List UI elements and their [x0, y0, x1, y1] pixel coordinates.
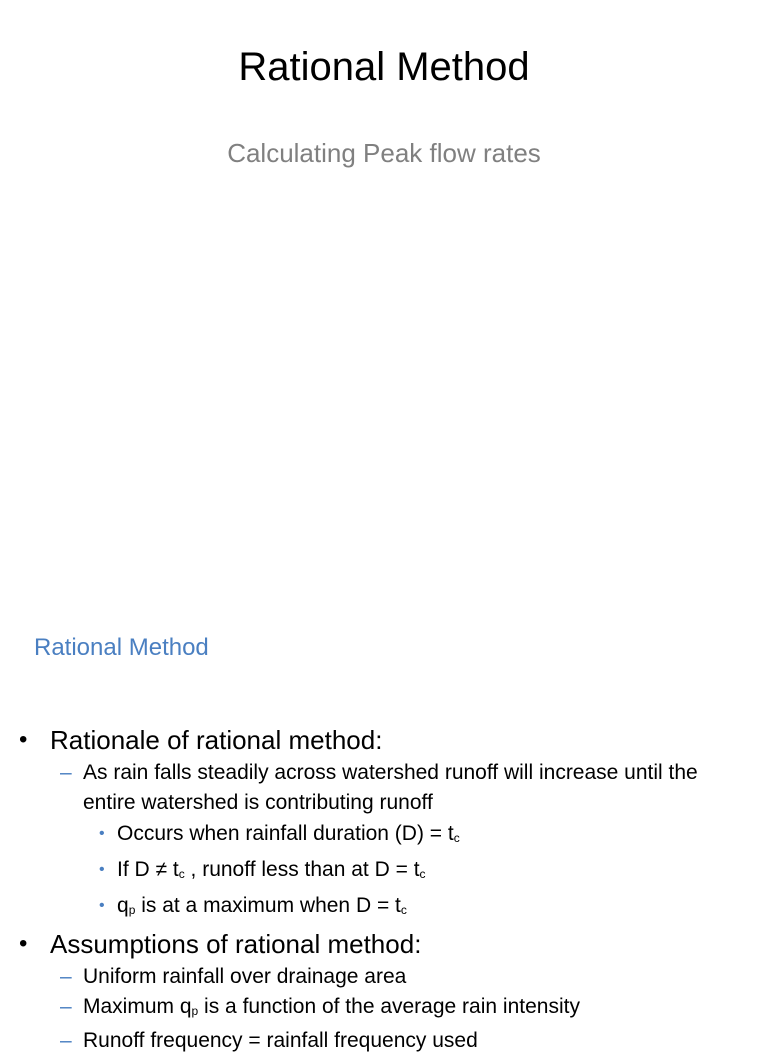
dash-marker: – — [60, 1029, 72, 1052]
sub-bullet-occurs — [0, 818, 768, 854]
bullet-text: Rationale of rational method: — [50, 725, 383, 755]
subscript: c — [178, 867, 185, 881]
sub-text-mid: , runoff less than at D = t — [184, 858, 420, 881]
sub-text-pre: Occurs when rainfall duration (D) = t — [117, 822, 454, 845]
dash-marker: – — [60, 761, 72, 784]
subscript: c — [419, 867, 426, 881]
dash-text: As rain falls steadily across watershed runoff will increase until the entire watershed is contributing runoff — [83, 761, 698, 814]
bullet-assumptions — [0, 926, 768, 962]
bullet-marker: • — [19, 726, 28, 753]
subscript: c — [400, 903, 407, 917]
sub-bullet-marker: • — [99, 897, 105, 914]
dash-item-runoff-frequency — [0, 1026, 768, 1056]
dash-item-maximum-qp — [0, 992, 768, 1026]
bullet-rationale — [0, 722, 768, 758]
dash-item-uniform-rainfall — [0, 962, 768, 992]
dash-text-post: is a function of the average rain intensity — [198, 995, 580, 1018]
sub-text-pre: If D ≠ t — [117, 858, 179, 881]
dash-item-rain-falls — [0, 758, 768, 818]
sub-bullet-qp-max — [0, 890, 768, 926]
subscript: c — [453, 831, 460, 845]
bullet-text: Assumptions of rational method: — [50, 929, 422, 959]
sub-bullet-marker: • — [99, 861, 105, 878]
sub-text-mid: is at a maximum when D = t — [135, 894, 401, 917]
slide-title: Rational Method — [238, 45, 530, 89]
dash-text: Uniform rainfall over drainage area — [83, 965, 407, 988]
subscript: p — [191, 1004, 199, 1018]
slide-subtitle: Calculating Peak flow rates — [227, 138, 541, 168]
dash-text: Runoff frequency = rainfall frequency used — [83, 1029, 478, 1052]
sub-text-pre: q — [117, 894, 129, 917]
section-heading: Rational Method — [34, 634, 209, 661]
bullet-list — [0, 722, 768, 1056]
dash-text-pre: Maximum q — [83, 995, 192, 1018]
sub-bullet-if-d — [0, 854, 768, 890]
sub-bullet-marker: • — [99, 825, 105, 842]
dash-marker: – — [60, 995, 72, 1018]
subscript: p — [128, 903, 136, 917]
bullet-marker: • — [19, 930, 28, 957]
dash-marker: – — [60, 965, 72, 988]
